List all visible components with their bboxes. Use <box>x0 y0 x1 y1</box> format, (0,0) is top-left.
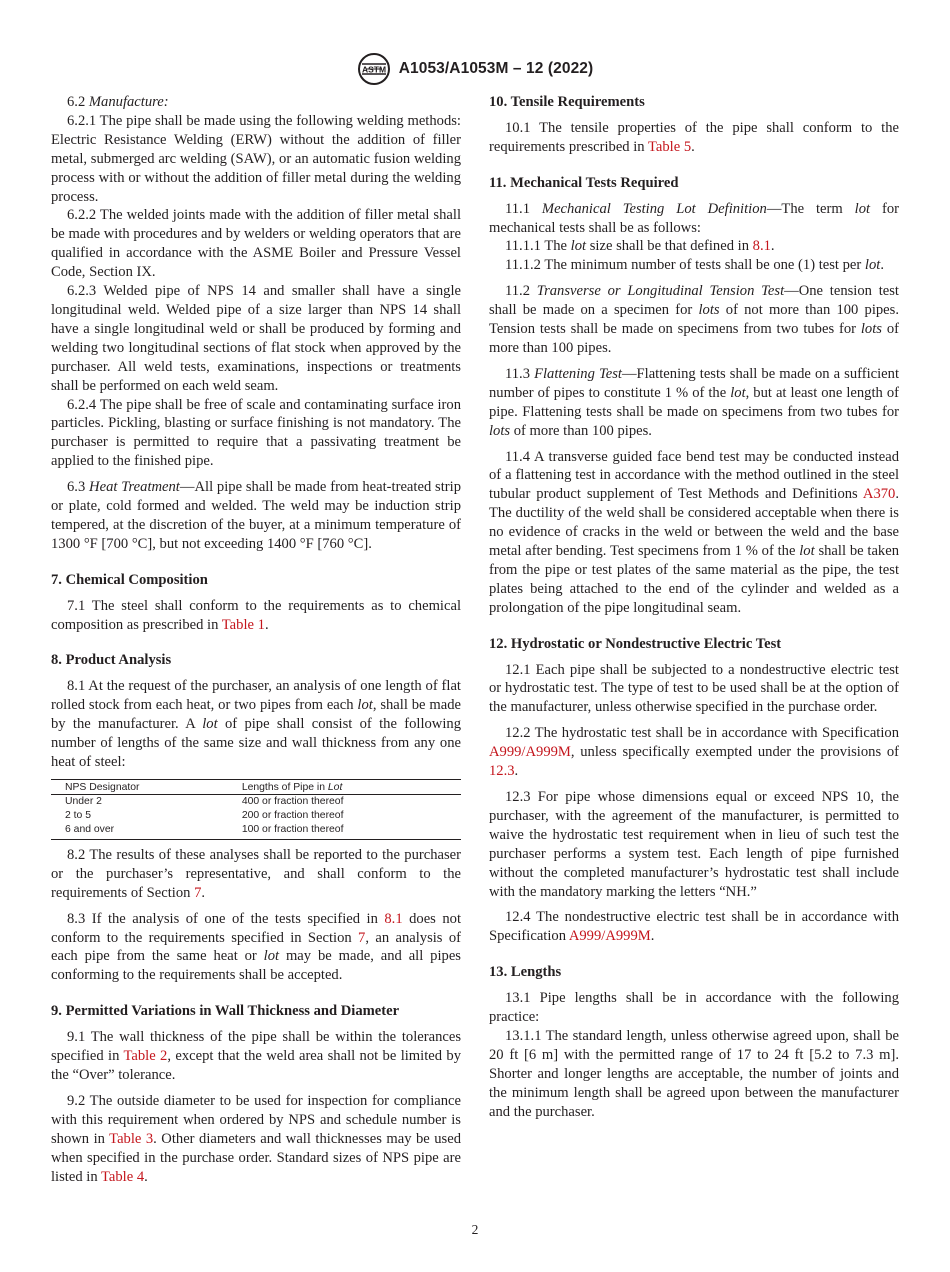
para-6-2: 6.2 Manufacture: <box>67 94 169 110</box>
table-cell: 100 or fraction thereof <box>242 823 461 840</box>
link-table-1[interactable]: Table 1 <box>221 616 265 633</box>
link-a999[interactable]: A999/A999M <box>489 744 571 761</box>
para-11-1-2: 11.1.2 The minimum number of tests shall be one (1) test per lot. <box>505 257 884 274</box>
link-section-7[interactable]: 7 <box>358 929 366 946</box>
para-10-1: 10.1 The tensile properties of the pipe shall conform to the requirements prescribed in Table 5. <box>489 119 899 155</box>
table-cell: 6 and over <box>51 823 242 840</box>
heading-13: 13. Lengths <box>489 964 562 981</box>
link-a999[interactable]: A999/A999M <box>568 928 651 945</box>
left-column <box>51 93 461 1186</box>
para-8-1: 8.1 At the request of the purchaser, an analysis of one length of flat rolled stock from each heat, or two pipes from each lot, shall be made by the manufacturer. A lot of pipe shall consist of the following number of lengths of the same size and wall thickness from any one heat of steel: <box>51 678 461 770</box>
table-cell: Under 2 <box>65 795 102 807</box>
para-11-4: 11.4 A transverse guided face bend test may be conducted instead of a flattening test in accordance with the method outlined in the steel tubular product supplement of Test Methods and Definitions A370. The ductility of the weld shall be considered acceptable when there is no evidence of cracks in the weld or between the weld and the base metal after bending. Test specimens from 1 % of the lot shall be taken from the pipe or test plates of the same material as the pipe, the test plates being attached to the end of the cylinder and welded as a prolongation of the pipe longitudinal seam. <box>489 448 899 616</box>
link-table-5[interactable]: Table 5 <box>648 138 692 155</box>
table-header-lengths: Lengths of Pipe in Lot <box>242 779 461 794</box>
table-cell: 400 or fraction thereof <box>241 795 344 807</box>
link-table-2[interactable]: Table 2 <box>123 1048 168 1065</box>
para-6-3: 6.3 Heat Treatment—All pipe shall be made from heat-treated strip or plate, cold formed and welded. The weld may be induction strip tempered, at the discretion of the buyer, at a minimum temperature of 1300 °F [700 °C], but not exceeding 1400 °F [760 °C]. <box>51 479 461 552</box>
para-12-2: 12.2 The hydrostatic test shall be in accordance with Specification A999/A999M, unless specifically exempted under the provisions of 12.3. <box>489 725 899 780</box>
heading-11: 11. Mechanical Tests Required <box>489 174 679 191</box>
para-9-2: 9.2 The outside diameter to be used for inspection for compliance with this requirement when ordered by NPS and schedule number is shown in Table 3. Other diameters and wall thicknesses may be used when specified in the purchase order. Standard sizes of NPS pipe are listed in Table 4. <box>51 1092 461 1185</box>
heading-9: 9. Permitted Variations in Wall Thickness and Diameter <box>51 1003 400 1020</box>
para-11-1: 11.1 Mechanical Testing Lot Definition—The term lot for mechanical tests shall be as follows: <box>489 200 899 236</box>
para-11-3: 11.3 Flattening Test—Flattening tests shall be made on a sufficient number of pipes to constitute 1 % of the lot, but at least one length of pipe. Flattening tests shall be made on specimens from two tubes for lots of more than 100 pipes. <box>489 365 899 439</box>
link-table-4[interactable]: Table 4 <box>101 1168 145 1185</box>
link-12-3[interactable]: 12.3 <box>489 763 515 780</box>
link-table-3[interactable]: Table 3 <box>109 1130 154 1147</box>
table-row <box>51 823 461 840</box>
heading-7: 7. Chemical Composition <box>51 571 208 588</box>
table-header-nps: NPS Designator <box>51 779 242 794</box>
table-header-row <box>51 779 461 794</box>
para-6-2-3: 6.2.3 Welded pipe of NPS 14 and smaller shall have a single longitudinal weld. Welded pipe of a size larger than NPS 14 shall have a single longitudinal weld or shall be produced by forming and welding two longitudinal sections of flat stock when approved by the purchaser. All weld tests, examinations, inspections or treatments shall be performed on each weld seam. <box>51 283 461 394</box>
right-column <box>489 93 899 1122</box>
para-13-1-1: 13.1.1 The standard length, unless otherwise agreed upon, shall be 20 ft [6 m] with the permitted range of 17 to 24 ft [5.2 to 7.3 m]. Shorter and longer lengths are acceptable, the number of joints and the minimum length shall be agreed upon between the manufacturer and the purchaser. <box>489 1027 899 1120</box>
para-6-2-2: 6.2.2 The welded joints made with the addition of filler metal shall be made with procedures and by welders or welding operators that are qualified in accordance with the ASME Boiler and Pressure Vessel Code, Section IX. <box>51 207 461 281</box>
para-12-1: 12.1 Each pipe shall be subjected to a nondestructive electric test or hydrostatic test. The type of test to be used shall be at the option of the manufacturer, unless otherwise specified in the purchase order. <box>489 661 899 716</box>
table-cell: 2 to 5 <box>65 809 91 821</box>
para-7-1: 7.1 The steel shall conform to the requirements as to chemical composition as prescribed in Table 1. <box>51 597 461 633</box>
page-header <box>0 52 950 86</box>
para-8-3: 8.3 If the analysis of one of the tests specified in 8.1 does not conform to the requirements specified in Section 7, an analysis of each pipe from the same heat or lot may be made, and all pipes conforming to the requirements shall be accepted. <box>51 910 462 984</box>
para-13-1: 13.1 Pipe lengths shall be in accordance with the following practice: <box>489 990 899 1026</box>
para-12-3: 12.3 For pipe whose dimensions equal or exceed NPS 10, the purchaser, with the agreement of the manufacturer, is permitted to waive the hydrostatic test requirement when in lieu of such test the purchaser performs a system test. Each length of pipe furnished without the completed manufacturer’s hydrostatic test shall include with the mandatory marking the letters “NH.” <box>489 789 899 900</box>
svg-text:ASTM: ASTM <box>361 64 386 75</box>
astm-logo-icon <box>357 52 391 86</box>
lot-length-table <box>51 779 461 840</box>
link-8-1[interactable]: 8.1 <box>752 238 771 255</box>
para-11-1-1: 11.1.1 The lot size shall be that defined in 8.1. <box>505 238 775 255</box>
para-6-2-4: 6.2.4 The pipe shall be free of scale and contaminating surface iron particles. Pickling, blasting or surface finishing is not mandatory. The purchaser is permitted to require that a passivating treatment be applied to the finished pipe. <box>51 396 461 470</box>
para-11-2: 11.2 Transverse or Longitudinal Tension Test—One tension test shall be made on a specimen for lots of not more than 100 pipes. Tension tests shall be made on specimens from two tubes for lots of more than 100 pipes. <box>489 283 899 356</box>
table-row <box>51 794 461 809</box>
table-row <box>51 809 461 823</box>
link-8-1[interactable]: 8.1 <box>384 910 403 927</box>
heading-10: 10. Tensile Requirements <box>489 94 645 110</box>
heading-12: 12. Hydrostatic or Nondestructive Electric Test <box>489 635 782 652</box>
document-title: A1053/A1053M – 12 (2022) <box>398 60 594 77</box>
table-cell: 200 or fraction thereof <box>241 809 344 821</box>
link-a370[interactable]: A370 <box>862 486 896 503</box>
heading-8: 8. Product Analysis <box>51 652 172 669</box>
link-section-7[interactable]: 7 <box>194 884 202 901</box>
para-12-4: 12.4 The nondestructive electric test shall be in accordance with Specification A999/A999M. <box>489 909 899 945</box>
para-6-2-1: 6.2.1 The pipe shall be made using the following welding methods: Electric Resistance Welding (ERW) without the addition of filler metal, submerged arc welding (SAW), or an automatic fusion welding process with or without the addition of filler metal during the welding process. <box>51 112 461 205</box>
page-number: 2 <box>471 1222 479 1237</box>
para-9-1: 9.1 The wall thickness of the pipe shall be within the tolerances specified in Table 2, except that the weld area shall not be limited by the “Over” tolerance. <box>51 1029 461 1083</box>
para-8-2: 8.2 The results of these analyses shall be reported to the purchaser or the purchaser’s representative, and shall conform to the requirements of Section 7. <box>51 846 461 901</box>
